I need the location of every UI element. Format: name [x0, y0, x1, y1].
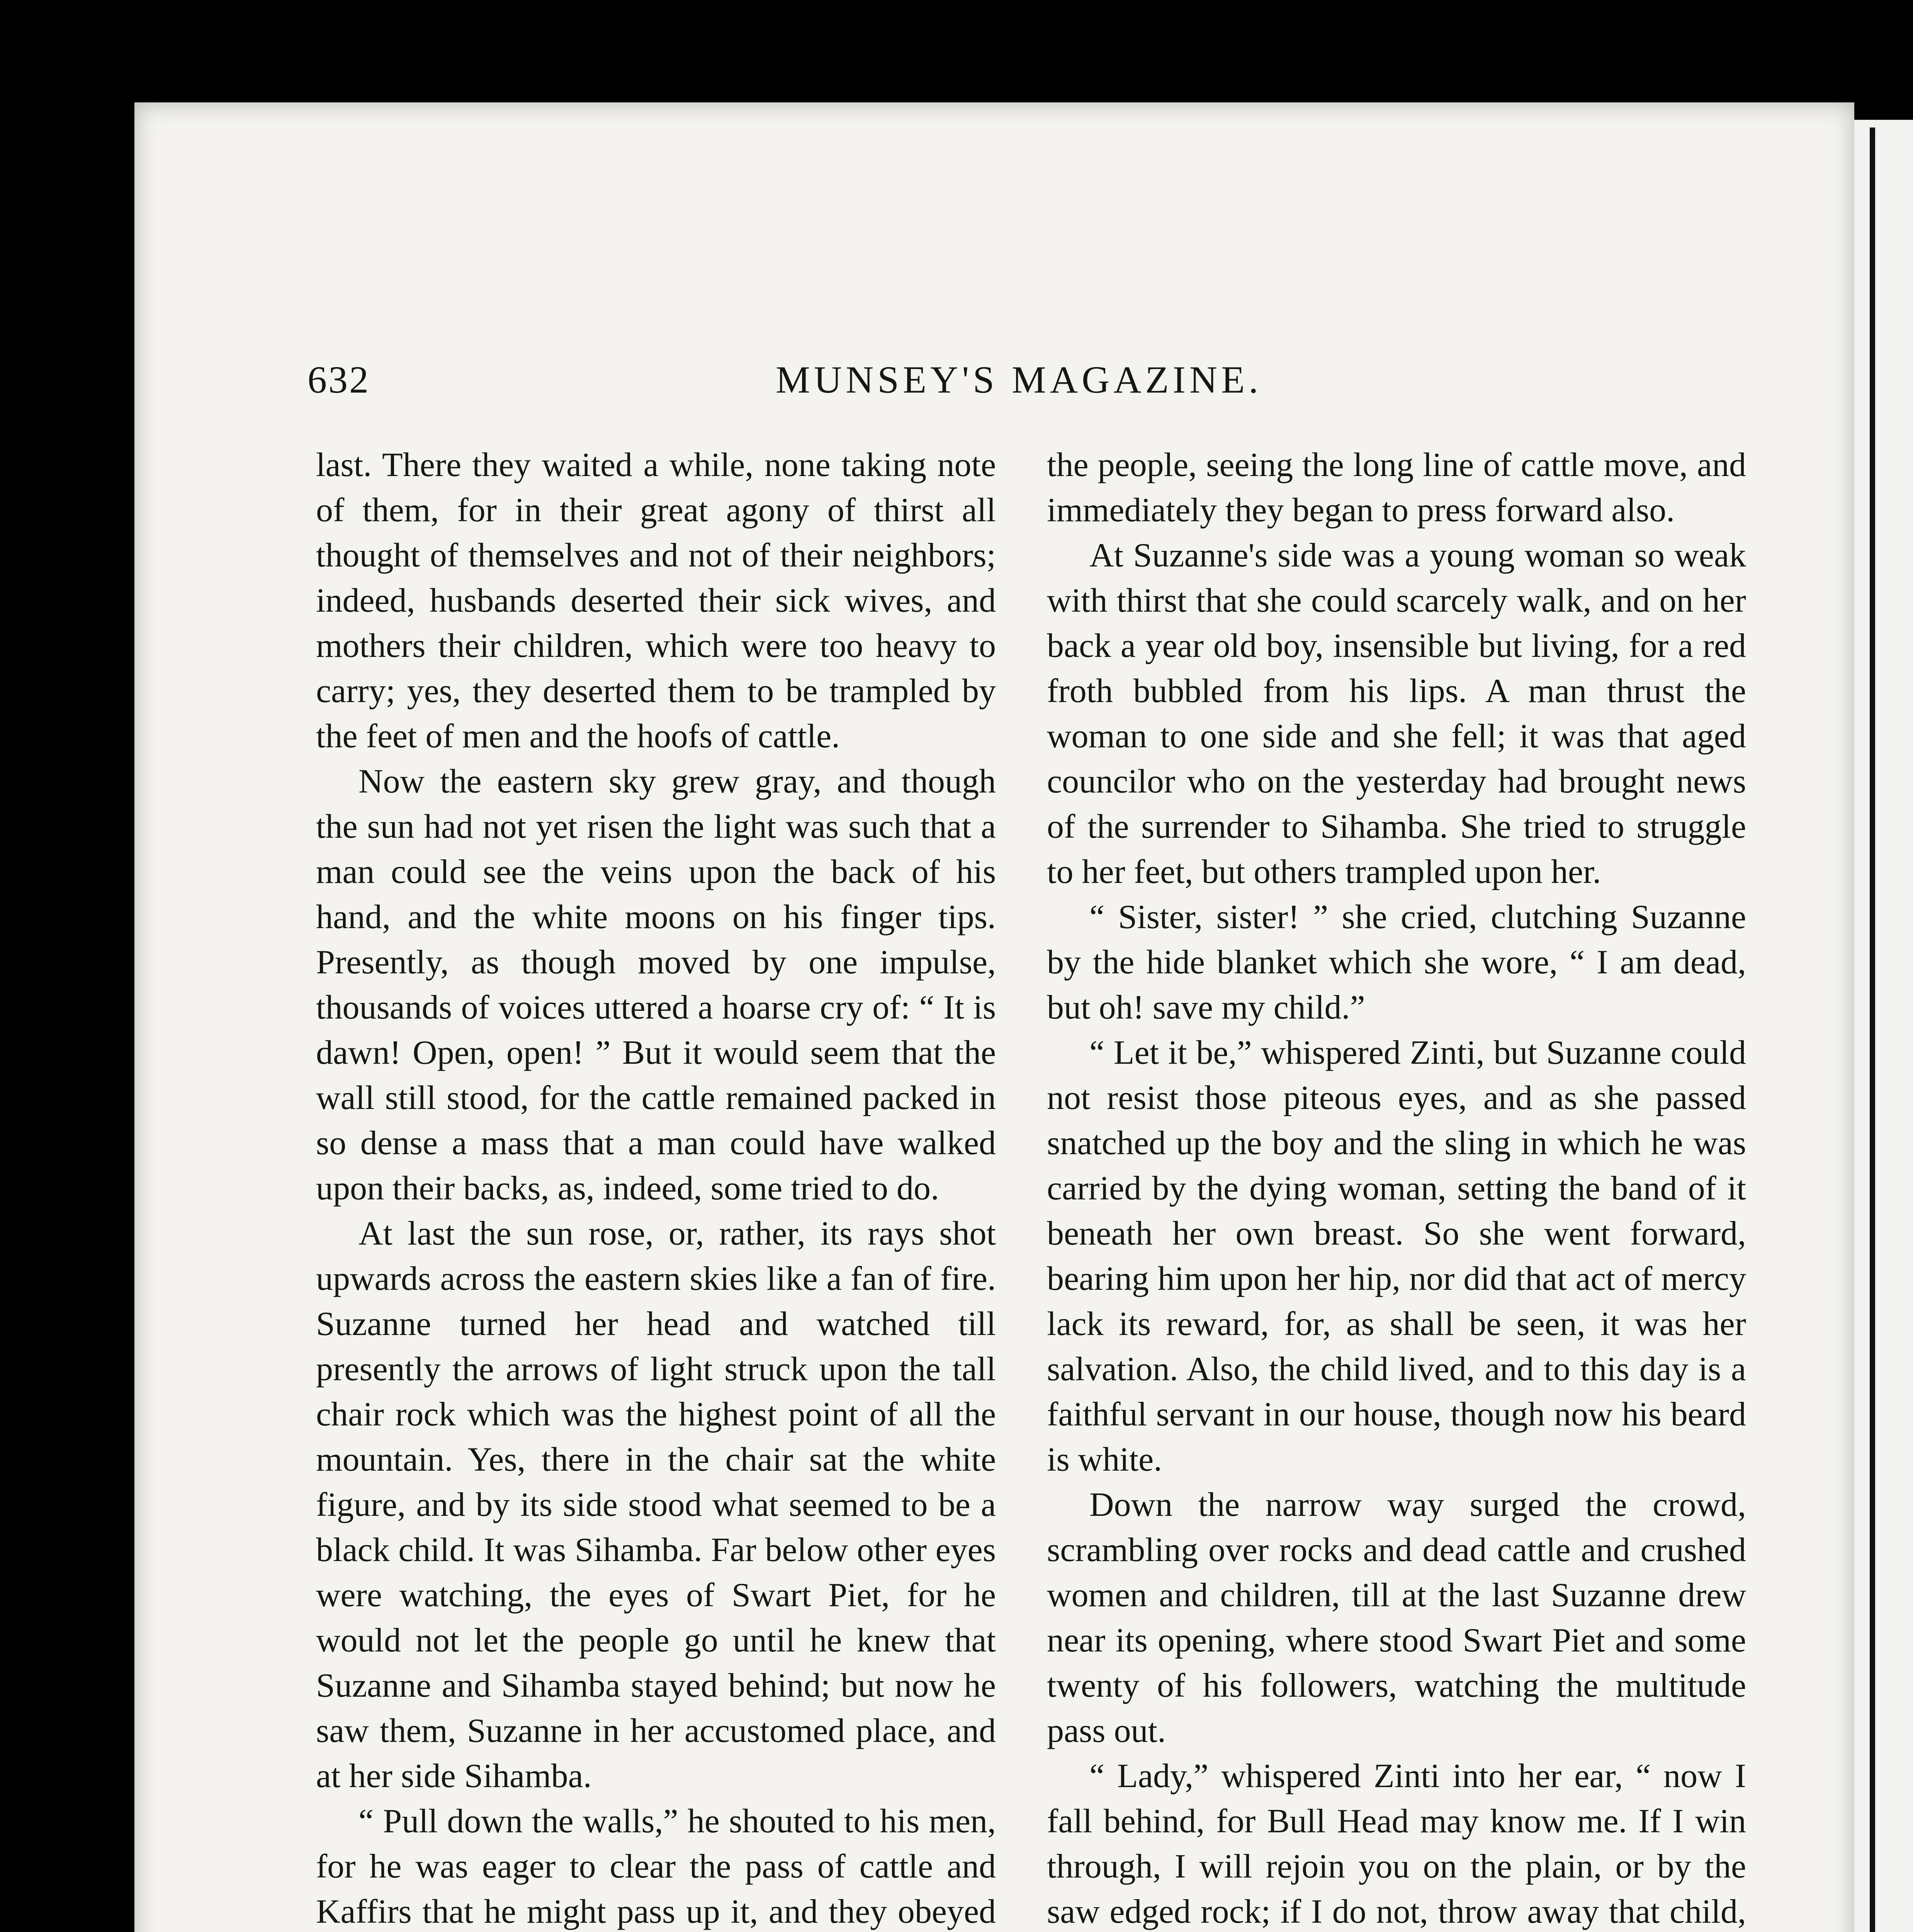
paragraph: “ Let it be,” whispered Zinti, but Suzanne could not resist those piteous eyes, and as she passed snatched up the boy and the sling in which he was carried by the dying woman, setting the band of it beneath her own breast. So she went forward, bearing him upon her hip, nor did that act of mercy lack its reward, for, as shall be seen, it was her salvation. Also, the child lived, and to this day is a faithful servant in our house, though now his beard is white. [1047, 1034, 1746, 1478]
paragraph: “ Lady,” whispered Zinti into her ear, “ now I fall behind, for Bull Head may know me. If I win through, I will rejoin you on the plain, or by the saw edged rock; if I do not, throw away that child, [1047, 1757, 1746, 1930]
paragraph: last. There they waited a while, none taking note of them, for in their great agony of thirst all thought of themselves and not of their neighbors; indeed, husbands deserted their sick wives, and mothers their children, which were too heavy to carry; yes, they deserted them to be trampled by the feet of men and the hoofs of cattle. [316, 446, 996, 755]
paragraph: At Suzanne's side was a young woman so weak with thirst that she could scarcely walk, and on her back a year old boy, insensible but living, for a red froth bubbled from his lips. A man thrust the woman to one side and she fell; it was that aged councilor who on the yesterday had brought news of the surrender to Sihamba. She tried to struggle to her feet, but others trampled upon her. [1047, 537, 1746, 891]
left-column [316, 442, 996, 1932]
paragraph: “ Sister, sister! ” she cried, clutching Suzanne by the hide blanket which she wore, “ I am dead, but oh! save my child.” [1047, 898, 1746, 1026]
right-column [1047, 442, 1746, 1932]
page-gutter-line [1870, 128, 1875, 1932]
page-header [134, 357, 1854, 412]
paragraph: At last the sun rose, or, rather, its rays shot upwards across the eastern skies like a fan of fire. Suzanne turned her head and watched till presently the arrows of light struck upon the tall chair rock which was the highest point of all the mountain. Yes, there in the chair sat the white figure, and by its side stood what seemed to be a black child. It was Sihamba. Far below other eyes were watching, the eyes of Swart Piet, for he would not let the people go until he knew that Suzanne and Sihamba stayed behind; but now he saw them, Suzanne in her accustomed place, and at her side Sihamba. [316, 1215, 996, 1795]
magazine-page [134, 102, 1854, 1932]
paragraph: “ Pull down the walls,” he shouted to his men, for he was eager to clear the pass of cattle and Kaffirs that he might pass up it, and they obeyed [316, 1803, 996, 1930]
paragraph: Down the narrow way surged the crowd, scrambling over rocks and dead cattle and crushed women and children, till at the last Suzanne drew near its opening, where stood Swart Piet and some twenty of his followers, watching the multitude pass out. [1047, 1486, 1746, 1750]
adjacent-page-edge [1854, 120, 1913, 1932]
paragraph: Now the eastern sky grew gray, and though the sun had not yet risen the light was such that a man could see the veins upon the back of his hand, and the white moons on his finger tips. Presently, as though moved by one impulse, thousands of voices uttered a hoarse cry of: “ It is dawn! Open, open! ” But it would seem that the wall still stood, for the cattle remained packed in so dense a mass that a man could have walked upon their backs, as, indeed, some tried to do. [316, 763, 996, 1207]
page-number: 632 [308, 358, 370, 401]
running-title: MUNSEY'S MAGAZINE. [776, 358, 1262, 401]
paragraph: the people, seeing the long line of cattle move, and immediately they began to press forward also. [1047, 446, 1746, 529]
